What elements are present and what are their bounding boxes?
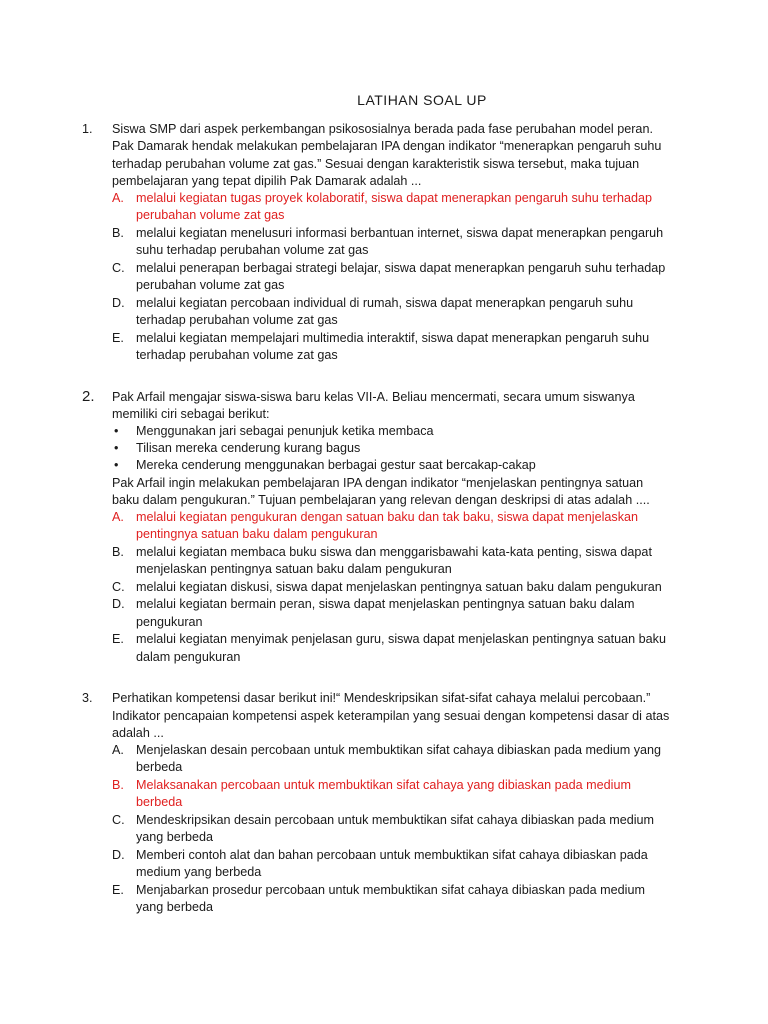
question-2 — [82, 387, 672, 666]
option-text: melalui kegiatan menelusuri informasi berbantuan internet, siswa dapat menerapkan pengaruh suhu terhadap perubahan volume zat gas — [136, 225, 664, 258]
option-text: melalui kegiatan pengukuran dengan satuan baku dan tak baku, siswa dapat menjelaskan pentingnya satuan baku dalam pengukuran — [136, 509, 638, 542]
option-letter: D. — [112, 847, 125, 862]
option-letter: C. — [112, 579, 125, 594]
option-text: melalui kegiatan diskusi, siswa dapat menjelaskan pentingnya satuan baku dalam pengukuran — [136, 579, 662, 594]
option-e — [112, 882, 672, 916]
spacer — [112, 365, 672, 389]
option-text: Mendeskripsikan desain percobaan untuk membuktikan sifat cahaya dibiaskan pada medium yang berbeda — [136, 812, 655, 844]
option-letter: D. — [112, 295, 125, 310]
option-a-correct — [112, 190, 672, 224]
option-list — [112, 509, 672, 666]
question-text: Perhatikan kompetensi dasar berikut ini!“ Mendeskripsikan sifat-sifat cahaya melalui percobaan.” Indikator pencapaian kompetensi aspek keterampilan yang sesuai dengan kompetensi dasar di atas adalah ... — [112, 691, 670, 740]
option-b — [112, 225, 672, 259]
option-text: melalui kegiatan percobaan individual di rumah, siswa dapat menerapkan pengaruh suhu terhadap perubahan volume zat gas — [136, 295, 634, 327]
option-letter: E. — [112, 882, 124, 897]
option-a-correct — [112, 509, 672, 543]
bullet-icon: • — [114, 458, 119, 473]
spacer — [112, 666, 672, 690]
bullet-text: Menggunakan jari sebagai penunjuk ketika membaca — [136, 423, 434, 438]
question-text: Siswa SMP dari aspek perkembangan psikososialnya berada pada fase perubahan model peran. Pak Damarak hendak melakukan pembelajaran IPA dengan indikator “menerapkan pengaruh suhu terhadap perubahan volume zat gas.” Sesuai dengan karakteristik siswa tersebut, maka tujuan pembelajaran yang tepat dipilih Pak Damarak adalah ... — [112, 122, 662, 188]
option-c — [112, 260, 672, 294]
option-letter: D. — [112, 597, 125, 612]
option-d — [112, 596, 672, 630]
option-c — [112, 579, 672, 596]
option-text: Memberi contoh alat dan bahan percobaan untuk membuktikan sifat cahaya dibiaskan pada medium yang berbeda — [136, 847, 648, 879]
bullet-list — [112, 423, 672, 475]
option-text: Melaksanakan percobaan untuk membuktikan sifat cahaya yang dibiaskan pada medium berbeda — [136, 777, 631, 810]
option-text: melalui kegiatan tugas proyek kolaboratif, siswa dapat menerapkan pengaruh suhu terhadap perubahan volume zat gas — [136, 191, 652, 223]
option-d — [112, 295, 672, 329]
option-letter: A. — [112, 191, 124, 206]
option-letter: E. — [112, 632, 124, 647]
option-text: melalui kegiatan mempelajari multimedia interaktif, siswa dapat menerapkan pengaruh suhu terhadap perubahan volume zat gas — [136, 330, 650, 362]
option-b — [112, 544, 672, 578]
option-list — [112, 190, 672, 364]
option-text: Menjelaskan desain percobaan untuk membuktikan sifat cahaya dibiaskan pada medium yang berbeda — [136, 742, 662, 775]
option-e — [112, 631, 672, 665]
option-letter: B. — [112, 777, 124, 792]
option-d — [112, 847, 672, 881]
question-number: 3. — [82, 691, 93, 706]
bullet-item — [112, 457, 672, 474]
option-text: melalui kegiatan membaca buku siswa dan menggarisbawahi kata-kata penting, siswa dapat menjelaskan pentingnya satuan baku dalam pengukuran — [136, 544, 652, 577]
question-text: Pak Arfail ingin melakukan pembelajaran IPA dengan indikator “menjelaskan pentingnya satuan baku dalam pengukuran.” Tujuan pembelajaran yang relevan dengan deskripsi di atas adalah .... — [112, 475, 650, 507]
option-a — [112, 742, 672, 776]
option-text: melalui penerapan berbagai strategi belajar, siswa dapat menerapkan pengaruh suhu terhadap perubahan volume zat gas — [136, 260, 666, 293]
document-title: LATIHAN SOAL UP — [357, 92, 487, 108]
question-intro: Pak Arfail mengajar siswa-siswa baru kelas VII-A. Beliau mencermati, secara umum siswanya memiliki ciri sebagai berikut: — [112, 389, 635, 421]
question-1 — [82, 121, 672, 364]
option-list — [112, 742, 672, 916]
bullet-icon: • — [114, 423, 119, 438]
option-letter: A. — [112, 509, 124, 524]
bullet-icon: • — [114, 441, 119, 456]
bullet-item — [112, 440, 672, 457]
option-letter: B. — [112, 225, 124, 240]
option-b-correct — [112, 777, 672, 811]
option-text: melalui kegiatan menyimak penjelasan guru, siswa dapat menjelaskan pentingnya satuan baku dalam pengukuran — [136, 632, 666, 664]
option-e — [112, 330, 672, 364]
option-text: melalui kegiatan bermain peran, siswa dapat menjelaskan pentingnya satuan baku dalam pengukuran — [136, 597, 635, 629]
option-text: Menjabarkan prosedur percobaan untuk membuktikan sifat cahaya dibiaskan pada medium yang berbeda — [136, 882, 645, 914]
option-letter: C. — [112, 812, 125, 827]
question-3 — [82, 690, 672, 916]
option-letter: A. — [112, 742, 124, 757]
bullet-text: Mereka cenderung menggunakan berbagai gestur saat bercakap-cakap — [136, 458, 536, 473]
option-letter: E. — [112, 330, 124, 345]
option-letter: C. — [112, 260, 125, 275]
bullet-text: Tilisan mereka cenderung kurang bagus — [136, 441, 361, 456]
question-number: 2. — [82, 387, 95, 405]
question-number: 1. — [82, 122, 93, 137]
option-c — [112, 812, 672, 846]
bullet-item — [112, 423, 672, 440]
option-letter: B. — [112, 544, 124, 559]
